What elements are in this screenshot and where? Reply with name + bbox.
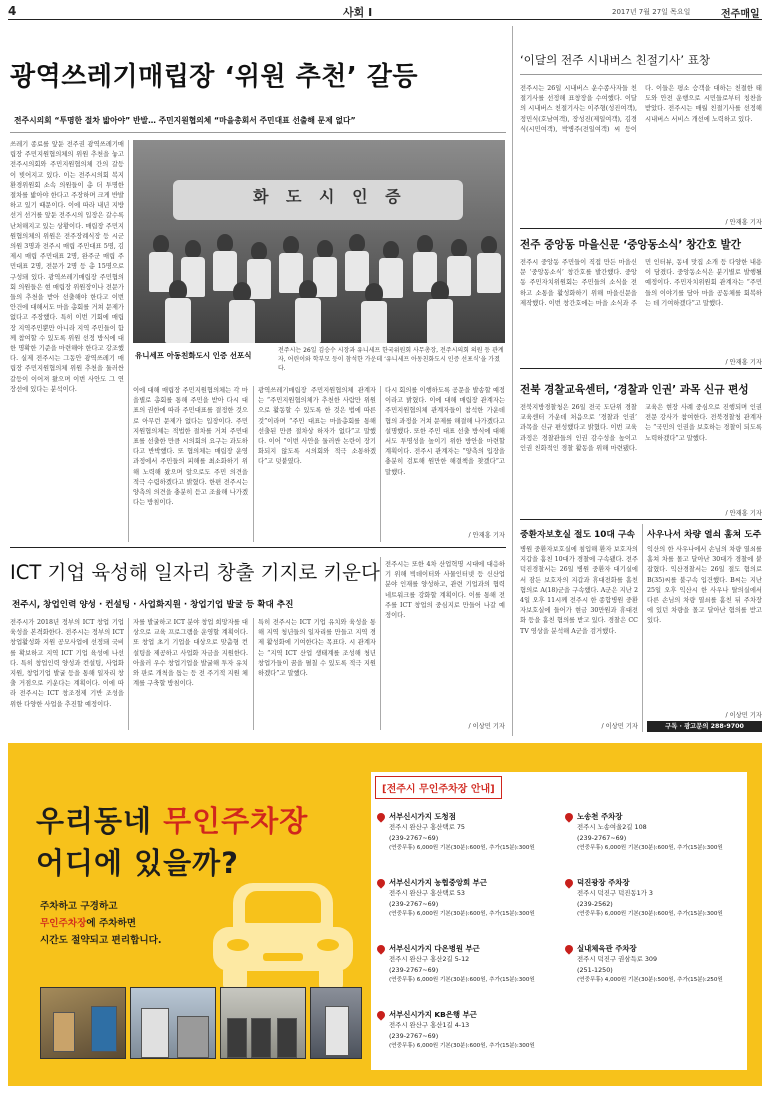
parking-lot-addr: 전주시 완산구 홍산2길 5-12 [389,955,470,964]
r1-text: 전주시는 26일 시내버스 운수종사자들 친절기사를 선정해 표창장을 수여했다. 이달의 시내버스 친절기사는 이주형(성진여객), 정민식(호남여객), 장성진(제일여객), 김경식(시민여객), 박병주(전일여객) 씨 등이다. 이들은 평소 승객을 대하는 친절한 태도와 안전 운행으로 시민들로부터 칭찬을 받았다. 전주시는 매월 친절기사를 선정해 시내버스 서비스 개선에 노력하고 있다. [520,85,762,133]
rule [520,74,762,75]
rule [128,140,129,542]
parking-lot-name: 서부신시가지 농협중앙회 부근 [389,878,487,887]
subscribe-bar: 구독 · 광고문의 288-9700 [647,721,762,732]
children-photo [133,140,505,343]
paper-name: 전주매일 [721,9,760,20]
photo-banner-text: 화 도 시 인 증 [253,187,407,206]
r1-headline: ‘이달의 전주 시내버스 친절기사’ 표창 [520,53,711,67]
ad-photo-2 [130,987,216,1059]
parking-lot-fee: (연중무휴) 6,000원 기본(30분):600원, 추가(15분):300원 [389,845,535,852]
r5-text: 익산의 한 사우나에서 손님의 차량 열쇠를 훔쳐 차를 몰고 달아난 30대가 경찰에 붙잡혔다. 익산경찰서는 26일 절도 혐의로 B(35)씨를 불구속 입건했다. B씨는 지난 25일 오후 익산시 한 사우나 탈의실에서 다른 손님의 차량 열쇠를 훔친 뒤 주차장에 있던 차량을 몰고 달아난 혐의를 받고 있다. [647,546,762,625]
parking-lot-name: 덕진광장 주차장 [577,878,630,887]
r4-text: 병원 중환자보호실에 침입해 환자 보호자의 지갑을 훔친 10대가 경찰에 구속됐다. 전주덕진경찰서는 26일 병원 중환자 대기실에서 잠든 보호자의 지갑과 휴대전화를 훔친 혐의로 A(18)군을 구속했다. A군은 지난 24일 오후 11시께 전주시 한 종합병원 중환자보호실에 들어가 현금 30만원과 휴대전화 등을 훔친 혐의를 받고 있다. 경찰은 CCTV 영상을 분석해 A군을 검거했다. [520,546,638,635]
section-name: 사회 I [343,6,373,19]
parking-lot-addr: 전주시 노송여울2길 108 [577,823,647,832]
parking-lot-fee: (연중무휴) 4,000원 기본(30분):500원, 추가(15분):250원 [577,977,723,984]
parking-lot-entry [577,878,747,920]
ict-col-2: 자를 발굴하고 ICT 분야 창업 희망자를 대상으로 교육 프로그램을 운영할 계획이다. 또 창업 초기 기업을 대상으로 맞춤형 컨설팅을 제공하고 사업화 자금을 지원한다. 아울러 우수 창업기업을 발굴해 투자 유치와 판로 개척을 돕는 등 전 주기적 지원 체계를 구축할 방침이다. [133,619,248,688]
ict-col-3: 특히 전주시는 ICT 기업 유치와 육성을 통해 지역 청년들의 일자리를 만들고 지역 경제 활성화에 기여한다는 목표다. 시 관계자는 “지역 ICT 산업 생태계를 조성해 청년 창업가들이 꿈을 펼칠 수 있도록 적극 지원하겠다”고 말했다. [258,619,376,678]
parking-lot-tel: (251-1250) [577,965,613,974]
ict-col-1: 전주시가 2018년 정부의 ICT 창업 기업 육성을 본격화한다. 전주시는 정부의 ICT 창업활성화 지원 공모사업에 선정돼 국비를 확보하고 지역 ICT 기업 육성에 나선다. 특히 창업인력 양성과 컨설팅, 사업화 지원, 창업기업 발굴 등을 통해 일자리 창출 거점으로 키운다는 계획이다. 이에 따라 전주시는 ICT 창조경제 기반 조성을 위한 다양한 사업을 추진할 예정이다. [10,619,124,708]
photo-label: 유니세프 아동친화도시 인증 선포식 [135,351,252,360]
lead-col-1: 쓰레기 종료를 앞둔 전주권 광역쓰레기매립장 주민지원협의체의 위원 추천을 놓고 전주시의회와 주민지원협의체 간의 갈등이 빚어지고 있다. 이는 전주시의회 복지환경위원회 소속 의원들이 총 더 투명한 절차를 밟아야 한다고 주장하며 크게 반발하고 있기 때문이다. 이에 따라 내년 지방선거 선거를 앞둔 전주시의 입장은 갈수록 난처해지고 있는 상황이다. 매립장 주민지원협의체의 위원은 전주장례식장 등 시군 의원 3명과 전주시 매립 주민대표 5명, 김제시 매립 주민대표 2명, 완주군 매립 주민대표 2명, 전문가 2명 등 총 15명으로 구성돼 있다. 광역쓰레기매립장 주민협의회 의원들은 현 매립장 위원장이나 전문가들의 추천을 받아 선출해야 한다고 이번 안건에 대해서도 마을 총회를 거쳐 문제가 없다고 주장했다. 특히 이번 기회에 매립장 지역주민뿐만 아니라 지역 주민들이 함께 참여할 수 있도록 위원 선정 방식에 대한 명확한 기준을 마련해야 한다고 강조했다. 실제 전주시는 그동안 광역쓰레기 매립장 주민지원협의체 위원 추천을 둘러싼 갈등이 이어져 왔으며 이번 사안도 그 연장선에 있다는 분석이다. [10,141,124,393]
rule [128,618,129,730]
r3-byline: / 안재홍 기자 [725,510,762,517]
parking-lot-name: 서부신시가지 도청점 [389,812,456,821]
rule [253,386,254,542]
location-pin-icon [375,811,386,822]
parking-lot-tel: (239-2562) [577,899,613,908]
rule [520,368,762,369]
parking-lot-addr: 전주시 완산구 홍산1길 4-13 [389,1021,470,1030]
ad-copy-suffix: 에 주차하면 [86,918,137,929]
parking-lot-addr: 전주시 완산구 홍산택로 75 [389,823,465,832]
parking-lot-entry [577,944,747,986]
parking-lot-tel: (239-2767~69) [389,965,439,974]
photo-caption: 전주시는 26일 김승수 시장과 유니세프 한국위원회 사무총장, 전주시의회 의원 등 관계자, 어린이와 학부모 등이 참석한 가운데 ‘유니세프 아동친화도시 인증 선포식’을 가졌다. [278,347,504,372]
ad-photo-1 [40,987,126,1059]
car-illustration [213,883,353,993]
ict-subhead: 전주시, 창업인력 양성 · 컨설팅 · 사업화지원 · 창업기업 발굴 등 확대 추진 [12,600,294,610]
r2-text: 전주시 중앙동 주민들이 직접 만든 마을신문 ‘중앙동소식’ 창간호를 발간했다. 중앙동 주민자치위원회는 주민들의 소식을 전하고 소통을 활성화하기 위해 마을신문을 제작했다. 이번 창간호에는 마을 소식과 주민 인터뷰, 동네 맛집 소개 등 다양한 내용이 담겼다. 중앙동소식은 분기별로 발행될 예정이다. 주민자치위원회 관계자는 “주민들의 이야기를 담아 마을 공동체를 회복하는 데 기여하겠다”고 말했다. [520,259,762,307]
rule [520,519,762,520]
right-column-rule [512,26,513,736]
parking-lot-entry [389,878,559,920]
parking-lot-tel: (239-2767~69) [389,899,439,908]
parking-lot-fee: (연중무휴) 6,000원 기본(30분):600원, 추가(15분):300원 [577,911,723,918]
parking-lot-entry [389,944,559,986]
ict-headline: ICT 기업 육성해 일자리 창출 기지로 키운다 [10,561,380,584]
masthead [8,4,762,18]
location-pin-icon [563,811,574,822]
ict-col-4: 전주시는 또한 4차 산업혁명 시대에 대응하기 위해 빅데이터와 사물인터넷 등 신산업 분야 인재를 양성하고, 관련 기업과의 협력 네트워크를 강화할 계획이다. 이를 통해 전주를 ICT 창업의 중심지로 만들어 나갈 예정이다. [385,561,505,620]
parking-lot-fee: (연중무휴) 6,000원 기본(30분):600원, 추가(15분):300원 [389,911,535,918]
parking-lot-fee: (연중무휴) 6,000원 기본(30분):600원, 추가(15분):300원 [389,1043,535,1050]
parking-lot-tel: (239-2767~69) [577,833,627,842]
lead-col-3: 광역쓰레기매립장 주민지원협의체 관계자는 “주민지원협의체가 추천한 사람만 위원으로 활동할 수 있도록 한 것은 법에 따른 것”이라며 “주민 대표는 마을총회를 통해 선출된 만큼 절차상 하자가 없다”고 말했다. 이어 “이번 사안을 둘러싼 논란이 장기화되지 않도록 시의회와 적극 소통하겠다”고 덧붙였다. [258,387,376,466]
lead-sub-rule [10,132,506,133]
r2-byline: / 안재홍 기자 [725,359,762,366]
r1-byline: / 안재홍 기자 [725,219,762,226]
ad-title-line1 [36,799,308,840]
parking-lot-fee: (연중무휴) 6,000원 기본(30분):600원, 추가(15분):300원 [577,845,723,852]
r3-text: 전북지방경찰청은 26일 전국 도단위 경찰 교육센터 가운데 처음으로 ‘경찰과 인권’ 과목을 신규 편성했다고 밝혔다. 이번 교육과정은 경찰관들의 인권 감수성을 높이고 인권 친화적인 경찰 활동을 위해 마련됐다. 교육은 현장 사례 중심으로 진행되며 인권 전문 강사가 참여한다. 전북경찰청 관계자는 “국민의 인권을 보호하는 경찰이 되도록 노력하겠다”고 말했다. [520,404,762,452]
parking-lot-tel: (239-2767~69) [389,833,439,842]
parking-lot-name: 서부신시가지 KB은행 부근 [389,1010,477,1019]
ad-photo-4 [310,987,362,1059]
parking-lot-addr: 전주시 덕진구 덕진동1가 3 [577,889,653,898]
ict-byline: / 이상민 기자 [468,723,505,730]
rule [520,228,762,229]
ad-photo-3 [220,987,306,1059]
rule [380,557,381,730]
ad-info-box [371,772,747,1070]
issue-date: 2017년 7월 27일 목요일 [612,8,691,16]
rule [253,618,254,730]
parking-lot-addr: 전주시 완산구 홍산택로 53 [389,889,465,898]
section-rule [10,547,506,548]
location-pin-icon [375,877,386,888]
lead-col-4: 다시 회의를 이행하도록 공문을 발송할 예정이라고 밝혔다. 이에 대해 매립장 관계자는 주민지원협의체 관계자들이 참석한 가운데 협의 과정을 거쳐 문제를 해결해 나가겠다고 설명했다. 또한 주민 대표 선출 방식에 대해서도 투명성을 높이기 위한 방안을 마련할 계획이다. 전주시 관계자는 “양측의 입장을 충분히 검토해 원만한 해결책을 찾겠다”고 말했다. [385,387,505,476]
location-pin-icon [375,1009,386,1020]
parking-lot-entry [389,1010,559,1052]
parking-lot-addr: 전주시 덕진구 권삼득로 309 [577,955,658,964]
ad-title-highlight: 무인주차장 [163,804,309,838]
page-number: 4 [8,4,17,18]
location-pin-icon [563,877,574,888]
ad-title-line2: 어디에 있을까? [36,846,240,880]
r4-headline: 중환자보호실 절도 10대 구속 [520,530,635,540]
location-pin-icon [563,943,574,954]
parking-lot-name: 노송천 주차장 [577,812,623,821]
parking-lot-name: 실내체육관 주차장 [577,944,637,953]
parking-ad [8,743,762,1086]
r3-headline: 전북 경찰교육센터, ‘경찰과 인권’ 과목 신규 편성 [520,384,749,396]
location-pin-icon [375,943,386,954]
ad-title-prefix: 우리동네 [36,804,164,838]
ad-info-title: [전주시 무인주차장 안내] [375,776,502,799]
ad-copy-line1: 주차하고 구경하고 [40,901,118,912]
parking-lot-name: 서부신시가지 다온병원 부근 [389,944,480,953]
masthead-rule [8,19,762,20]
ad-copy [40,898,162,949]
r5-byline: / 이상민 기자 [725,712,762,719]
r4-byline: / 이상민 기자 [601,723,638,730]
parking-lot-tel: (239-2767~69) [389,1031,439,1040]
ad-copy-line2 [40,915,162,932]
parking-lot-fee: (연중무휴) 6,000원 기본(30분):600원, 추가(15분):300원 [389,977,535,984]
parking-lot-entry [389,812,559,854]
r5-headline: 사우나서 차량 열쇠 훔쳐 도주 [647,530,762,540]
lead-headline: 광역쓰레기매립장 ‘위원 추천’ 갈등 [10,62,419,92]
rule [642,524,643,732]
lead-byline: / 안재홍 기자 [468,532,505,539]
lead-col-2: 이에 대해 매립장 주민지원협의체는 각 마을별로 총회를 통해 주민을 받아 다시 대표의 권한에 따라 주민대표를 결정한 것으로 아무런 문제가 없다는 입장이다. 주민지원협의체는 적법한 절차를 거쳐 주민대표를 선출한 만큼 시의회의 요구는 과도하다고 반박했다. 또 협의체는 매립장 운영 과정에서 주민들의 피해를 최소화하기 위해 노력해 왔으며 앞으로도 주민 의견을 적극 수렴하겠다고 밝혔다. 한편 전주시는 양측의 의견을 충분히 듣고 조율해 나가겠다는 방침이다. [133,387,248,507]
rule [380,386,381,542]
ad-copy-line3: 시간도 절약되고 편리합니다. [40,935,162,946]
lead-subhead: 전주시의회 “투명한 절차 밟아야” 반발… 주민지원협의체 “마을총회서 주민대표 선출해 문제 없다” [14,116,356,125]
r2-headline: 전주 중앙동 마을신문 ‘중앙동소식’ 창간호 발간 [520,239,741,251]
ad-copy-highlight: 무인주차장 [40,918,87,929]
parking-lot-entry [577,812,747,854]
